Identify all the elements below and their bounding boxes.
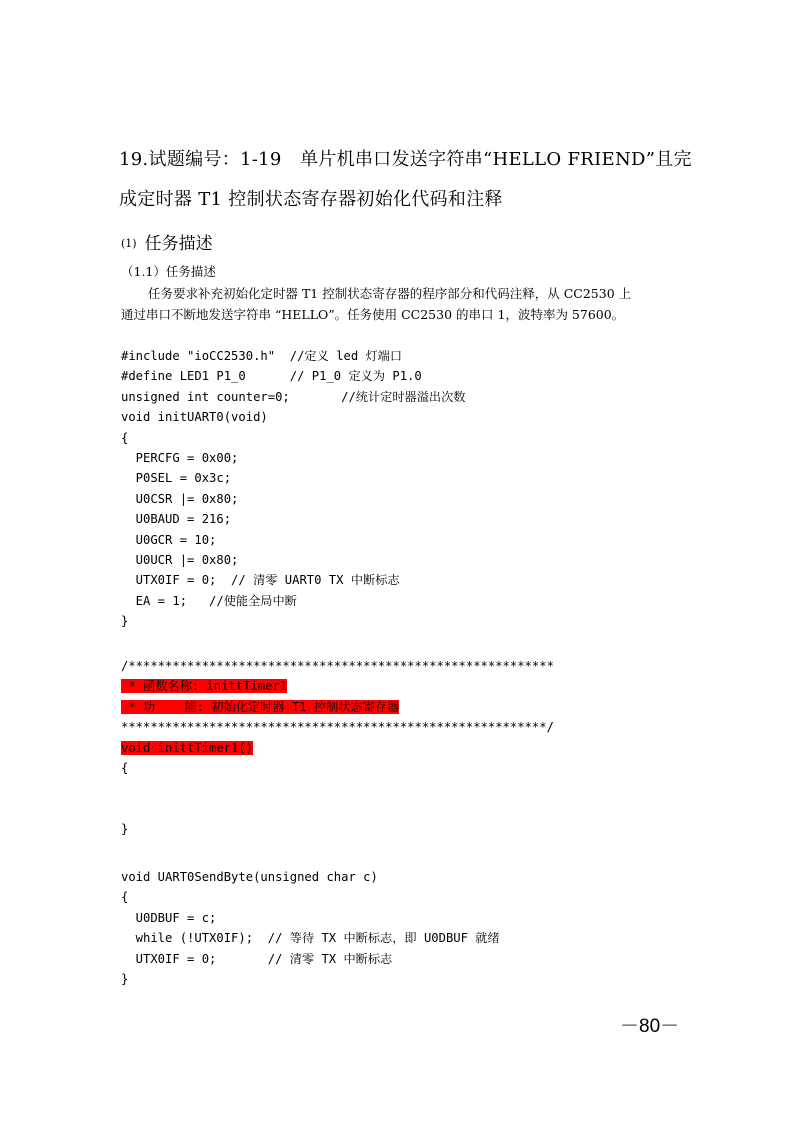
code-line: { (121, 890, 129, 905)
comment-stars-top: /********************************************************** (121, 659, 554, 673)
code-block-send-byte (121, 867, 500, 989)
code-line: #include "ioCC2530.h" //定义 led 灯端口 (121, 349, 403, 363)
subsection-heading: （1.1）任务描述 (121, 264, 216, 279)
code-line: } (121, 614, 129, 629)
question-title-line1: 19.试题编号：1-19 单片机串口发送字符串“HELLO FRIEND”且完 (119, 149, 692, 170)
code-line: U0GCR = 10; (121, 532, 217, 547)
code-line: } (121, 972, 129, 987)
question-title-line2: 成定时器 T1 控制状态寄存器初始化代码和注释 (119, 189, 503, 210)
code-line: EA = 1; //使能全局中断 (121, 593, 297, 608)
code-line: void UART0SendByte(unsigned char c) (121, 870, 378, 884)
page-number: －80－ (620, 1016, 680, 1037)
code-block-timer1 (121, 656, 554, 840)
description-line1: 任务要求补充初始化定时器 T1 控制状态寄存器的程序部分和代码注释，从 CC2530 上 (148, 286, 632, 301)
code-line: void initUART0(void) (121, 410, 268, 425)
code-line: unsigned int counter=0; //统计定时器溢出次数 (121, 389, 466, 404)
code-line: while (!UTX0IF); // 等待 TX 中断标志，即 U0DBUF 就绪 (121, 931, 500, 946)
code-line: U0CSR |= 0x80; (121, 491, 239, 506)
code-line: #define LED1 P1_0 // P1_0 定义为 P1.0 (121, 369, 422, 384)
highlighted-func-name: * 函数名称: inittTimer1 (121, 679, 288, 694)
code-line: P0SEL = 0x3c; (121, 471, 232, 486)
section-heading (121, 234, 213, 254)
code-line: { (121, 430, 129, 445)
section-heading-text: 任务描述 (144, 234, 213, 254)
code-line: UTX0IF = 0; // 清零 TX 中断标志 (121, 951, 393, 966)
section-number: (1) (121, 237, 137, 250)
comment-stars-bottom: **********************************************************/ (121, 720, 554, 735)
code-line: U0DBUF = c; (121, 910, 217, 925)
code-line: U0UCR |= 0x80; (121, 553, 239, 568)
highlighted-func-desc: * 功 能: 初始化定时器 T1 控制状态寄存器 (121, 699, 400, 714)
code-line: UTX0IF = 0; // 清零 UART0 TX 中断标志 (121, 573, 400, 588)
code-line: PERCFG = 0x00; (121, 451, 239, 466)
open-brace: { (121, 761, 129, 776)
highlighted-func-signature: void inittTimer1() (121, 740, 254, 755)
close-brace: } (121, 822, 129, 837)
code-line: U0BAUD = 216; (121, 512, 232, 527)
code-block-init-uart (121, 346, 466, 632)
description-line2: 通过串口不断地发送字符串 “HELLO”。任务使用 CC2530 的串口 1，波特率为 57600。 (121, 307, 625, 322)
